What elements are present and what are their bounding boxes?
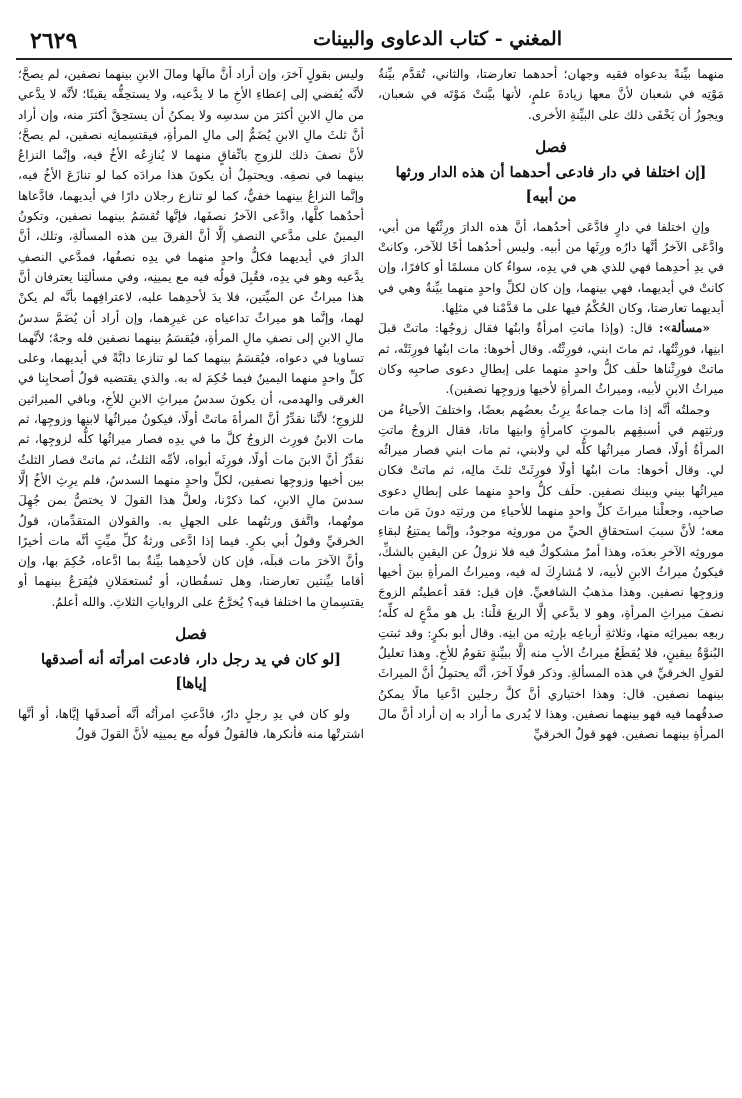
page-number: ٢٦٢٩ [30, 28, 78, 54]
paragraph: وإنِ اختلفا في دارٍ فادَّعَى أحدُهما، أنَّ هذه الدارَ ورِثْتُها من أبي، وادَّعَى الآخرُ أنَّها دارُه ورِثَها من أبيه. وليس أحدُهما أخًا للآخر، وكانتْ في يدِ أحدِهما فهي للذي هي في يدِه، سواءٌ كان مسلمًا أو كافرًا، وإن كانتْ في أيديهما، فهي بينهما، وإن كان لكلِّ واحدٍ منهما بيِّنةٌ وهي في أيديهما تعارضتا، وكان الحُكْمُ فيها على ما قدَّمْنا في مثلِها. [378, 219, 724, 316]
paragraph: ولو كان في يدِ رجلٍ دارٌ، فادَّعتِ امرأتُه أنَّه أصدقَها إيَّاها، أو أنَّها اشترتْها منه فأنكرها، فالقولُ قولُه مع يمينِه لأنَّ القولَ قولُ [18, 707, 364, 742]
section-heading: فصل [535, 137, 567, 156]
section-subheading: [إن اختلفا في دار فادعى أحدهما أن هذه الدار ورثها من أبيه] [395, 163, 707, 205]
left-column [18, 64, 364, 1084]
mas-alah-label: «مسألة»: [658, 321, 710, 336]
paragraph: وليس بقولٍ آخرَ، وإن أراد أنَّ مالَها ومالَ الابنِ بينهما نصفين، لم يصحَّ؛ لأنَّه يُفضي إلى إعطاءِ الأخِ ما لا يدَّعيه، ولا يستحِقُّه يقينًا؛ لأنَّه لا يدَّعي من مالِ الابنِ أكثرَ من سدسِه ولا يمكنُ أن يستحِقَّ أكثرَ منه، وإن أراد أنَّ ثلثَ مالِ الابنِ يُضَمُّ إلى مالِ المرأةِ، فيقتسِمانِه نصفين، لم يصحَّ؛ لأنَّ نصفَ ذلك للزوجِ باتِّفاقٍ منهما لا يُنازِعُه الأخُ فيه، وإنَّما النزاعُ بينهما في نصفِه. ويحتمِلُ أن يكونَ هذا مرادَه كما لو تنازَعَ الأخُ فيه، وإنَّما النزاعُ بينهما خفيٌّ، كما لو تنازع رجلان دارًا في أيديهما، فادَّعاها أحدُهما كلَّها، وادَّعى الآخرُ نصفَها، فإنَّها تُقسَمُ بينهما نصفين، وتكونُ اليمينُ على مدَّعي النصفِ إلَّا أنَّ الفرقَ بين هذه المسألةِ، وتلك، أنَّ الدارَ في أيديهما فكلُّ واحدٍ منهما في يدِه نصفُها، فمدَّعي النصفِ يدَّعيه وهو في يدِه، فقُبِلَ قولُه فيه مع يمينِه، وفي مسألتِنا يعترفان أنَّ هذا ميراثٌ عن الميِّتين، فلا يدَ لأحدِهما عليه، لاعترافِهما بأنَّه لم يكنْ لهما، وإنَّما هو ميراثٌ تداعياه عن غيرِهما، وإن أراد أن يُضَمَّ سدسُ مالِ الابنِ إلى نصفِ مالِ المرأةِ، فيُقسَمُ بينهما نصفين فله وجهٌ؛ لأنَّهما تساويا في دعواه، فيُقسَمُ بينهما كما لو تنازعا دابَّةً في أيديهما، وعلى كلِّ واحدٍ منهما اليمينُ فيما حُكِمَ له به. والذي يقتضيه قولُ أصحابِنا في الغرقى والهدمى، أن يكونَ سدسُ ميراثِ الابنِ للأخِ، وباقي الميراثين للزوجِ؛ لأنَّنا نقدِّرُ أنَّ المرأةَ ماتتْ أولًا، فيكونُ ميراثُها لابنِها وزوجِها، ثم مات الابنُ فورِث الزوجُ كلَّ ما في يدِه فصار ميراثُها كلُّه لزوجِها، ثم نقدِّرُ أنَّ الابنَ مات أولًا، فورِثَه أبواه، لأمِّه الثلثُ، ثم ماتتْ فصار الثلثُ بين أخيها وزوجِها نصفين، لكلِّ واحدٍ منهما السدسُ، فلم يرِثِ الأخُ إلَّا سدسَ مالِ الابنِ، كما ذكرْنا، ولعلَّ هذا القولَ لا يختصُّ بمن جُهِلَ موتُهما، واتَّفق ورثتُهما على الجهلِ به. والقولان المتقدِّمان، قولُ الخرقيِّ وقولُ أبي بكرٍ. فيما إذا ادَّعى ورثةُ كلِّ ميِّتٍ أنَّه مات أخيرًا وأنَّ الآخرَ مات قبلَه، فإن كان لأحدِهما بيِّنةٌ بما ادَّعاه، حُكِمَ بها، وإن أقاما بيِّنتين تعارضتا، وهل تسقُطان، أو تُستعمَلانِ فيُقرَعُ بينهما أو يقتسِمانِ ما اختلفا فيه؟ يُخرَّجُ على الرواياتِ الثلاثِ. والله أعلمُ. [18, 67, 364, 609]
mas-alah-text: قال: (وإذا ماتتِ امرأةٌ وابنُها فقال زوجُها: ماتتْ قبلَ ابنِها، فورِثْتُها، ثم ماتَ ابني، فورِثْتُه. وقال أخوها: مات ابنُها فورِثَتْه، ثم ماتتْ فورِثْناها حلَف كلُّ واحدٍ منهما على إبطالِ دعوى صاحبِه وكان ميراثُ الابنِ لأبيه، وميراثُ المرأةِ لأخيها وزوجِها نصفين). [378, 321, 724, 397]
running-title [313, 28, 562, 50]
mas-alah-paragraph [378, 318, 724, 399]
book-title: المغني [509, 28, 562, 50]
section-subheading: [لو كان في يد رجل دار، فادعت امرأته أنه أصدقها إياها] [40, 651, 342, 693]
paragraph: وجملتُه أنَّه إذا مات جماعةٌ يرِثُ بعضُهم بعضًا، واختلفَ الأحياءُ من ورثتِهم في أسبقِهم بالموتِ كامرأةٍ وابنِها ماتا، فقال الزوجُ ماتتِ المرأةُ أولًا، فصار ميراثُها كلُّه لي ولابني، ثم مات ابني فصار ميراثُه لي. وقال أخوها: مات ابنُها أولًا فورِثَتْ ثلثَ مالِه، ثم ماتتْ فكان ميراثُها بيني وبينك نصفين. حلَف كلُّ واحدٍ منهما على إبطالِ دعوى صاحبِه، وجعلْنا ميراثَ كلِّ واحدٍ منهما للأحياءِ من ورثتِه دونَ مَن مات معه؛ لأنَّ سببَ استحقاقِ الحيِّ من موروثِه موجودٌ، وإنَّما يمتنِعُ لبقاءِ موروثِه الآخرِ بعدَه، وهذا أمرٌ مشكوكٌ فيه فلا نزولُ عن اليقينِ بالشكِّ، فيكونُ ميراثُ الابنِ لأبيه، لا مُشارِكَ له فيه، وميراثُ المرأةِ بينَ أخيها وزوجِها نصفين. وهذا مذهبُ الشافعيِّ. فإن قيل: فقد أعطيتُم الزوجَ نصفَ ميراثِ المرأةِ، وهو لا يدَّعي إلَّا الربعَ قلْنا: بل هو مدَّعٍ له كلِّه؛ ربعِه بميراثِه منها، وثلاثةِ أرباعِه بإرثِه من ابنِه. وقال أبو بكرٍ: وقد ثبتتِ البُنوَّةُ بيقينٍ، فلا يُقطَعُ ميراثُ الأبِ منه إلَّا ببيِّنةٍ تقومُ للأخِ. وهذا تعليلٌ لقولِ الخرقيِّ في هذه المسألةِ. وذكر قولًا آخرَ، أنَّه يحتمِلُ أنَّ الميراثَ بينهما نصفين. قال: وهذا اختياري أنَّ كلَّ رجلين ادَّعيا مالًا يمكنُ صدقُهما فيه فهو بينهما نصفين. وهذا لا يُدرى ما أراد به إن أراد أنَّ مالَ المرأةِ بينهما نصفين. فهو قولُ الخرقيِّ [378, 402, 724, 742]
right-column [378, 64, 724, 1084]
section-heading: فصل [175, 625, 207, 644]
paragraph: منهما بيِّنةً بدعواه فقيه وجهان؛ أحدهما تعارضتا، والثاني، تُقدَّم بيِّنةُ مَوْتِه في شعبان لأنَّ معها زيادةَ علمٍ، لأنها بيَّنتْ مَوْتَه في شعبان، ويجوزُ أن يَخْفَى ذلك على البيِّنةِ الأخرى. [378, 67, 724, 122]
page-header [16, 26, 732, 60]
chapter-title: - كتاب الدعاوى والبينات [313, 28, 510, 50]
